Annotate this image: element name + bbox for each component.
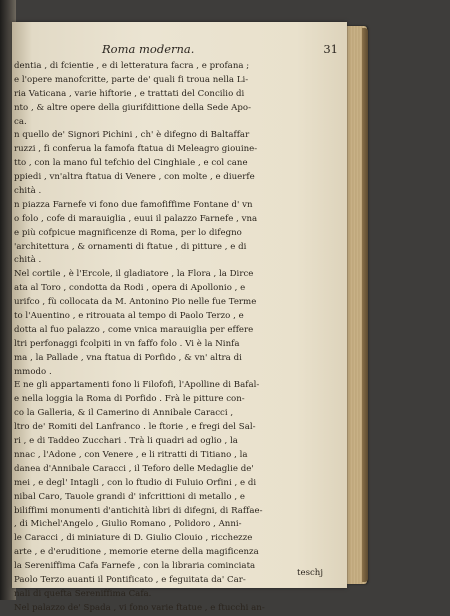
text-line: ca.	[14, 116, 27, 127]
page-header	[72, 42, 342, 60]
text-line: 'architettura , & ornamenti di ftatue , di pitture , e di	[14, 241, 247, 252]
text-line: dentia , di fcientie , e di letteratura facra , e profana ;	[14, 61, 250, 71]
text-line: co la Galleria, & il Camerino di Annibale Caracci ,	[14, 408, 234, 419]
text-line: nnac , l'Adone , con Venere , e li ritratti di Titiano , la	[14, 449, 248, 460]
text-line: ltri perfonaggi fcolpiti in vn faffo folo . Vi è la Ninfa	[14, 338, 240, 349]
text-line: Nel palazzo de' Spada , vi fono varie ftatue , e ftucchi an-	[14, 602, 265, 613]
text-line: ma , la Pallade , vna ftatua di Porfido , & vn' altra di	[14, 352, 242, 363]
text-line: Paolo Terzo auanti il Pontificato , e feguitata da' Car-	[14, 574, 246, 585]
text-line: nali di quefta Sereniffima Cafa.	[14, 588, 152, 599]
text-line: nibal Caro, Tauole grandi d' infcrittioni di metallo , e	[14, 491, 245, 502]
text-line: ppiedi , vn'altra ftatua di Venere , con molte , e diuerfe	[14, 172, 255, 183]
page-body-text	[12, 60, 342, 616]
text-line: , di Michel'Angelo , Giulio Romano , Polidoro , Anni-	[14, 519, 242, 530]
text-line: danea d'Annibale Caracci , il Teforo delle Medaglie de'	[14, 463, 254, 474]
text-line: ria Vaticana , varie hiftorie , e trattati del Concilio di	[14, 88, 245, 99]
text-line: dotta al fuo palazzo , come vnica marauiglia per effere	[14, 324, 254, 335]
text-line: to l'Auentino , e ritrouata al tempo di Paolo Terzo , e	[14, 311, 244, 322]
text-line: ruzzi , fi conferua la famofa ftatua di Meleagro giouine-	[14, 144, 258, 155]
running-title: Roma moderna.	[102, 42, 195, 56]
text-line: ata al Toro , condotta da Rodi , opera di Apollonio , e	[14, 283, 246, 294]
text-line: E ne gli appartamenti fono li Filofofi, l'Apolline di Bafal-	[14, 380, 260, 391]
text-line: ri , e di Taddeo Zucchari . Trà li quadri ad oglio , la	[14, 436, 238, 447]
text-line: ltro de' Romiti del Lanfranco . le ftorie , e fregi del Sal-	[14, 422, 256, 433]
book-page	[12, 22, 347, 613]
page-number: 31	[323, 42, 338, 56]
text-line: nto , & altre opere della giurifdittione della Sede Apo-	[14, 102, 252, 113]
text-line: mmodo .	[14, 366, 52, 377]
text-line: le Caracci , di miniature di D. Giulio Clouio , ricchezze	[14, 533, 253, 544]
text-line: e l'opere manofcritte, parte de' quali fi troua nella Li-	[14, 74, 249, 85]
text-line: n piazza Farnefe vi fono due famofiffime Fontane d' vn	[14, 199, 253, 210]
text-line: n quello de' Signori Pichini , ch' è difegno di Baltaffar	[14, 130, 250, 141]
catchword: teschj	[297, 568, 323, 578]
text-line: tto , con la mano ful tefchio del Cinghiale , e col cane	[14, 158, 248, 169]
text-line: biliffimi monumenti d'antichità libri di difegni, di Raffae-	[14, 505, 263, 516]
text-line: Nel cortile , è l'Ercole, il gladiatore , la Flora , la Dirce	[14, 269, 254, 280]
text-line: urifco , fù collocata da M. Antonino Pio nelle fue Terme	[14, 297, 257, 308]
book-cover-edge	[362, 28, 368, 582]
text-line: mei , e degl' Intagli , con lo ftudio di Fuluio Orfini , e di	[14, 477, 257, 488]
text-line: chità .	[14, 255, 42, 266]
text-line: arte , e d'eruditione , memorie eterne della magificenza	[14, 547, 259, 558]
text-line: o folo , cofe di marauiglia , euui il palazzo Farnefe , vna	[14, 213, 258, 224]
text-line: la Sereniffima Cafa Farnefe , con la libraria cominciata	[14, 561, 256, 572]
text-line: e più cofpicue magnificenze di Roma, per lo difegno	[14, 227, 242, 238]
text-line: chità .	[14, 186, 42, 197]
text-line: e nella loggia la Roma di Porfido . Frà le pitture con-	[14, 394, 245, 405]
